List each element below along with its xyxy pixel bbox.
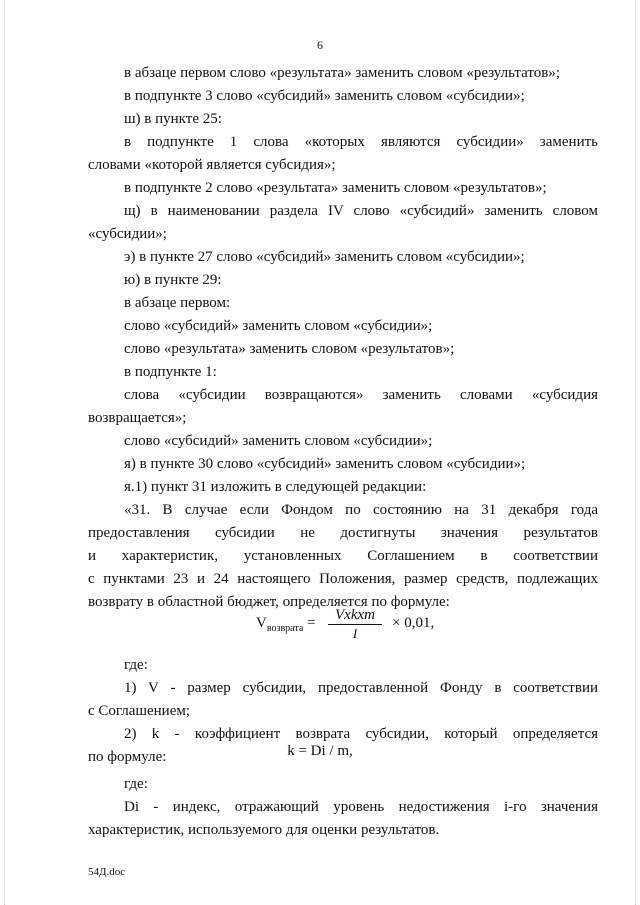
document-body-bottom [88, 773, 598, 842]
text-line: слова «субсидии возвращаются» заменить словами «субсидия [124, 387, 598, 403]
text-line: в подпункте 1 слова «которых являются субсидии» заменить [124, 134, 598, 150]
text-line: Di - индекс, отражающий уровень недостижения i-го значения [124, 799, 598, 815]
text-line: возврату в областной бюджет, определяется по формуле: [88, 594, 450, 610]
page-edge-right [635, 0, 636, 905]
text-line: я) в пункте 30 слово «субсидий» заменить словом «субсидии»; [124, 456, 526, 472]
page-number: 6 [317, 38, 323, 52]
text-line: в абзаце первом: [124, 295, 231, 311]
text-line: где: [124, 657, 148, 673]
text-line: в абзаце первом слово «результата» заменить словом «результатов»; [124, 65, 561, 81]
text-line: слово «субсидий» заменить словом «субсидии»; [124, 318, 433, 334]
footer-filename: 54Д.doc [88, 866, 126, 878]
text-line: в подпункте 2 слово «результата» заменить словом «результатов»; [124, 180, 547, 196]
formula-lhs: $V_{возврата}$ = [256, 615, 316, 634]
text-line: я.1) пункт 31 изложить в следующей редакции: [124, 479, 427, 495]
formula-denominator: I [352, 626, 358, 641]
text-line: слово «субсидий» заменить словом «субсидии»; [124, 433, 433, 449]
text-line: «31. В случае если Фондом по состоянию на 31 декабря года [124, 502, 598, 518]
page-edge-left [4, 0, 5, 905]
text-line: возвращается»; [88, 410, 187, 426]
text-line: 2) k - коэффициент возврата субсидии, который определяется [124, 726, 598, 742]
text-line: словами «которой является субсидия»; [88, 157, 336, 173]
text-line: э) в пункте 27 слово «субсидий» заменить словом «субсидии»; [124, 249, 525, 265]
text-line: предоставления субсидии не достигнуты значения результатов [88, 525, 598, 541]
text-line: с Соглашением; [88, 703, 191, 719]
text-line: слово «результата» заменить словом «результатов»; [124, 341, 455, 357]
text-line: ш) в пункте 25: [124, 111, 222, 127]
text-line: с пунктами 23 и 24 настоящего Положения, размер средств, подлежащих [88, 571, 598, 587]
formula-fraction [328, 606, 382, 643]
text-line: 1) V - размер субсидии, предоставленной Фонду в соответствии [124, 680, 598, 696]
text-line: в подпункте 1: [124, 364, 217, 380]
formula-multiplier: × 0,01, [392, 615, 435, 631]
text-line: где: [124, 776, 148, 792]
text-line: характеристик, используемого для оценки результатов. [88, 822, 440, 838]
text-line: щ) в наименовании раздела IV слово «субсидий» заменить словом [124, 203, 598, 219]
text-line: ю) в пункте 29: [124, 272, 222, 288]
text-line: по формуле: [88, 749, 167, 765]
text-line: «субсидии»; [88, 226, 167, 242]
formula-coefficient: k = Di / m, [287, 743, 353, 759]
document-body [88, 62, 598, 614]
text-line: в подпункте 3 слово «субсидий» заменить словом «субсидии»; [124, 88, 525, 104]
formula-numerator: Vxkxm [328, 606, 382, 625]
text-line: и характеристик, установленных Соглашением в соответствии [88, 548, 598, 564]
